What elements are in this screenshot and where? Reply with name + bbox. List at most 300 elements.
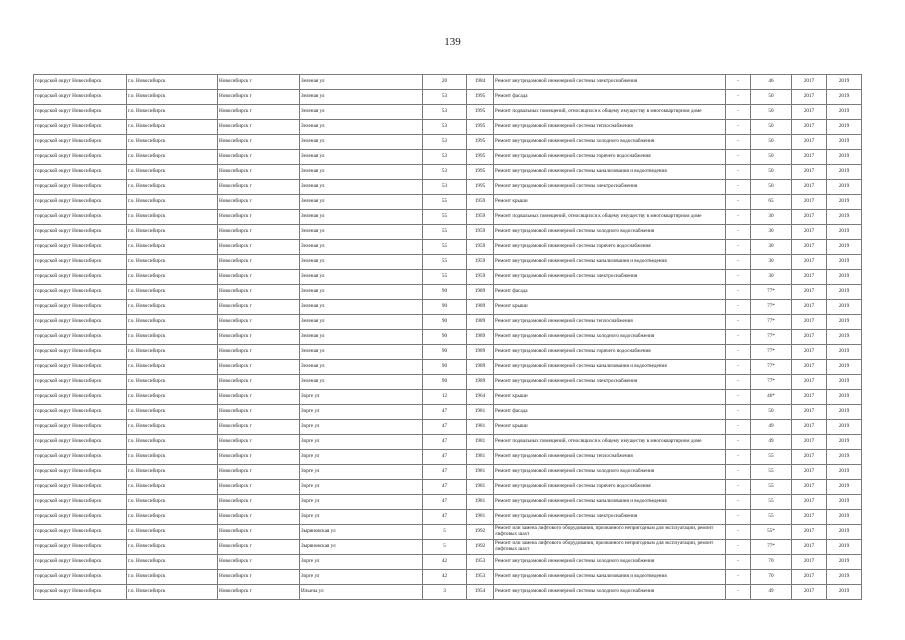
district-cell: городской округ Новосибирск bbox=[34, 225, 127, 240]
start-year-cell: 2017 bbox=[792, 315, 827, 330]
cost-cell: 50 bbox=[751, 150, 792, 165]
district-cell: городской округ Новосибирск bbox=[34, 360, 127, 375]
table-row bbox=[34, 285, 862, 300]
end-year-cell: 2019 bbox=[827, 540, 862, 555]
municipality-cell: г.о. Новосибирск bbox=[127, 375, 218, 390]
house-cell: 53 bbox=[423, 165, 467, 180]
year-cell: 1995 bbox=[467, 165, 494, 180]
house-cell: 55 bbox=[423, 270, 467, 285]
cost-cell: 77* bbox=[751, 285, 792, 300]
district-cell: городской округ Новосибирск bbox=[34, 555, 127, 570]
house-cell: 90 bbox=[423, 330, 467, 345]
cost-cell: 55 bbox=[751, 510, 792, 525]
city-cell: Новосибирск г bbox=[218, 300, 300, 315]
year-cell: 1959 bbox=[467, 210, 494, 225]
table-row bbox=[34, 540, 862, 555]
house-cell: 90 bbox=[423, 360, 467, 375]
city-cell: Новосибирск г bbox=[218, 510, 300, 525]
work-type-cell: Ремонт внутридомовой инженерной системы теплоснабжения bbox=[494, 120, 726, 135]
year-cell: 1954 bbox=[467, 585, 494, 600]
table-row bbox=[34, 495, 862, 510]
blank-cell: - bbox=[726, 510, 751, 525]
cost-cell: 55 bbox=[751, 465, 792, 480]
blank-cell: - bbox=[726, 420, 751, 435]
street-cell: Зеленая ул bbox=[300, 105, 423, 120]
house-cell: 55 bbox=[423, 225, 467, 240]
street-cell: Ильича ул bbox=[300, 585, 423, 600]
blank-cell: - bbox=[726, 90, 751, 105]
work-type-cell: Ремонт внутридомовой инженерной системы холодного водоснабжения bbox=[494, 135, 726, 150]
cost-cell: 77* bbox=[751, 330, 792, 345]
start-year-cell: 2017 bbox=[792, 525, 827, 540]
start-year-cell: 2017 bbox=[792, 285, 827, 300]
table-row bbox=[34, 300, 862, 315]
municipality-cell: г.о. Новосибирск bbox=[127, 570, 218, 585]
end-year-cell: 2019 bbox=[827, 105, 862, 120]
district-cell: городской округ Новосибирск bbox=[34, 255, 127, 270]
table-row bbox=[34, 510, 862, 525]
end-year-cell: 2019 bbox=[827, 465, 862, 480]
house-cell: 53 bbox=[423, 90, 467, 105]
cost-cell: 70 bbox=[751, 555, 792, 570]
city-cell: Новосибирск г bbox=[218, 150, 300, 165]
cost-cell: 30 bbox=[751, 240, 792, 255]
house-cell: 90 bbox=[423, 315, 467, 330]
table-row bbox=[34, 405, 862, 420]
municipality-cell: г.о. Новосибирск bbox=[127, 195, 218, 210]
cost-cell: 77* bbox=[751, 315, 792, 330]
city-cell: Новосибирск г bbox=[218, 75, 300, 90]
street-cell: Зорге ул bbox=[300, 435, 423, 450]
start-year-cell: 2017 bbox=[792, 225, 827, 240]
district-cell: городской округ Новосибирск bbox=[34, 330, 127, 345]
start-year-cell: 2017 bbox=[792, 330, 827, 345]
work-type-cell: Ремонт подвальных помещений, относящихся к общему имуществу в многоквартирном доме bbox=[494, 105, 726, 120]
blank-cell: - bbox=[726, 480, 751, 495]
street-cell: Зорге ул bbox=[300, 450, 423, 465]
end-year-cell: 2019 bbox=[827, 120, 862, 135]
blank-cell: - bbox=[726, 240, 751, 255]
city-cell: Новосибирск г bbox=[218, 240, 300, 255]
cost-cell: 49 bbox=[751, 420, 792, 435]
end-year-cell: 2019 bbox=[827, 300, 862, 315]
house-cell: 47 bbox=[423, 510, 467, 525]
district-cell: городской округ Новосибирск bbox=[34, 165, 127, 180]
district-cell: городской округ Новосибирск bbox=[34, 120, 127, 135]
city-cell: Новосибирск г bbox=[218, 225, 300, 240]
district-cell: городской округ Новосибирск bbox=[34, 420, 127, 435]
street-cell: Зыряновская ул bbox=[300, 540, 423, 555]
start-year-cell: 2017 bbox=[792, 435, 827, 450]
municipality-cell: г.о. Новосибирск bbox=[127, 285, 218, 300]
table-row bbox=[34, 225, 862, 240]
cost-cell: 55 bbox=[751, 495, 792, 510]
district-cell: городской округ Новосибирск bbox=[34, 270, 127, 285]
table-row bbox=[34, 240, 862, 255]
end-year-cell: 2019 bbox=[827, 195, 862, 210]
work-type-cell: Ремонт внутридомовой инженерной системы канализования и водоотведения bbox=[494, 360, 726, 375]
start-year-cell: 2017 bbox=[792, 75, 827, 90]
city-cell: Новосибирск г bbox=[218, 390, 300, 405]
municipality-cell: г.о. Новосибирск bbox=[127, 450, 218, 465]
table-row bbox=[34, 390, 862, 405]
city-cell: Новосибирск г bbox=[218, 210, 300, 225]
cost-cell: 77* bbox=[751, 300, 792, 315]
end-year-cell: 2019 bbox=[827, 285, 862, 300]
work-type-cell: Ремонт фасада bbox=[494, 90, 726, 105]
blank-cell: - bbox=[726, 150, 751, 165]
district-cell: городской округ Новосибирск bbox=[34, 210, 127, 225]
municipality-cell: г.о. Новосибирск bbox=[127, 480, 218, 495]
end-year-cell: 2019 bbox=[827, 435, 862, 450]
street-cell: Зеленая ул bbox=[300, 150, 423, 165]
blank-cell: - bbox=[726, 255, 751, 270]
end-year-cell: 2019 bbox=[827, 525, 862, 540]
district-cell: городской округ Новосибирск bbox=[34, 240, 127, 255]
blank-cell: - bbox=[726, 300, 751, 315]
blank-cell: - bbox=[726, 75, 751, 90]
municipality-cell: г.о. Новосибирск bbox=[127, 150, 218, 165]
house-cell: 47 bbox=[423, 420, 467, 435]
district-cell: городской округ Новосибирск bbox=[34, 285, 127, 300]
work-type-cell: Ремонт фасада bbox=[494, 405, 726, 420]
city-cell: Новосибирск г bbox=[218, 435, 300, 450]
table-row bbox=[34, 360, 862, 375]
district-cell: городской округ Новосибирск bbox=[34, 375, 127, 390]
district-cell: городской округ Новосибирск bbox=[34, 345, 127, 360]
blank-cell: - bbox=[726, 540, 751, 555]
start-year-cell: 2017 bbox=[792, 420, 827, 435]
end-year-cell: 2019 bbox=[827, 420, 862, 435]
year-cell: 1981 bbox=[467, 435, 494, 450]
municipality-cell: г.о. Новосибирск bbox=[127, 555, 218, 570]
cost-cell: 30 bbox=[751, 225, 792, 240]
table-row bbox=[34, 195, 862, 210]
blank-cell: - bbox=[726, 120, 751, 135]
street-cell: Зеленая ул bbox=[300, 120, 423, 135]
end-year-cell: 2019 bbox=[827, 270, 862, 285]
district-cell: городской округ Новосибирск bbox=[34, 90, 127, 105]
house-cell: 5 bbox=[423, 540, 467, 555]
year-cell: 1995 bbox=[467, 135, 494, 150]
street-cell: Зеленая ул bbox=[300, 375, 423, 390]
year-cell: 1989 bbox=[467, 360, 494, 375]
end-year-cell: 2019 bbox=[827, 405, 862, 420]
city-cell: Новосибирск г bbox=[218, 315, 300, 330]
street-cell: Зеленая ул bbox=[300, 315, 423, 330]
work-type-cell: Ремонт внутридомовой инженерной системы холодного водоснабжения bbox=[494, 225, 726, 240]
work-type-cell: Ремонт крыши bbox=[494, 420, 726, 435]
blank-cell: - bbox=[726, 210, 751, 225]
district-cell: городской округ Новосибирск bbox=[34, 435, 127, 450]
start-year-cell: 2017 bbox=[792, 540, 827, 555]
table-row bbox=[34, 465, 862, 480]
city-cell: Новосибирск г bbox=[218, 195, 300, 210]
table-body bbox=[34, 75, 862, 600]
start-year-cell: 2017 bbox=[792, 210, 827, 225]
year-cell: 1959 bbox=[467, 270, 494, 285]
start-year-cell: 2017 bbox=[792, 495, 827, 510]
street-cell: Зеленая ул bbox=[300, 225, 423, 240]
table-row bbox=[34, 585, 862, 600]
table-row bbox=[34, 210, 862, 225]
end-year-cell: 2019 bbox=[827, 255, 862, 270]
repair-schedule-table bbox=[33, 74, 862, 600]
work-type-cell: Ремонт внутридомовой инженерной системы холодного водоснабжения bbox=[494, 330, 726, 345]
blank-cell: - bbox=[726, 270, 751, 285]
work-type-cell: Ремонт внутридомовой инженерной системы канализования и водоотведения bbox=[494, 570, 726, 585]
year-cell: 1953 bbox=[467, 570, 494, 585]
house-cell: 55 bbox=[423, 195, 467, 210]
work-type-cell: Ремонт или замена лифтового оборудования, признанного непригодным для эксплуатации, ремонт лифтовых шахт bbox=[494, 540, 726, 555]
work-type-cell: Ремонт внутридомовой инженерной системы холодного водоснабжения bbox=[494, 465, 726, 480]
start-year-cell: 2017 bbox=[792, 165, 827, 180]
end-year-cell: 2019 bbox=[827, 450, 862, 465]
blank-cell: - bbox=[726, 525, 751, 540]
municipality-cell: г.о. Новосибирск bbox=[127, 360, 218, 375]
cost-cell: 50 bbox=[751, 120, 792, 135]
house-cell: 53 bbox=[423, 105, 467, 120]
district-cell: городской округ Новосибирск bbox=[34, 570, 127, 585]
year-cell: 1989 bbox=[467, 300, 494, 315]
year-cell: 1981 bbox=[467, 480, 494, 495]
work-type-cell: Ремонт внутридомовой инженерной системы канализования и водоотведения bbox=[494, 255, 726, 270]
district-cell: городской округ Новосибирск bbox=[34, 510, 127, 525]
year-cell: 1953 bbox=[467, 555, 494, 570]
cost-cell: 50 bbox=[751, 405, 792, 420]
work-type-cell: Ремонт внутридомовой инженерной системы электроснабжения bbox=[494, 375, 726, 390]
year-cell: 1981 bbox=[467, 450, 494, 465]
street-cell: Зорге ул bbox=[300, 555, 423, 570]
blank-cell: - bbox=[726, 435, 751, 450]
start-year-cell: 2017 bbox=[792, 195, 827, 210]
year-cell: 1981 bbox=[467, 495, 494, 510]
work-type-cell: Ремонт внутридомовой инженерной системы горячего водоснабжения bbox=[494, 150, 726, 165]
municipality-cell: г.о. Новосибирск bbox=[127, 225, 218, 240]
blank-cell: - bbox=[726, 360, 751, 375]
city-cell: Новосибирск г bbox=[218, 105, 300, 120]
house-cell: 5 bbox=[423, 525, 467, 540]
year-cell: 1989 bbox=[467, 315, 494, 330]
municipality-cell: г.о. Новосибирск bbox=[127, 495, 218, 510]
work-type-cell: Ремонт фасада bbox=[494, 285, 726, 300]
work-type-cell: Ремонт внутридомовой инженерной системы горячего водоснабжения bbox=[494, 240, 726, 255]
table-row bbox=[34, 90, 862, 105]
blank-cell: - bbox=[726, 345, 751, 360]
cost-cell: 49 bbox=[751, 585, 792, 600]
street-cell: Зорге ул bbox=[300, 495, 423, 510]
end-year-cell: 2019 bbox=[827, 345, 862, 360]
municipality-cell: г.о. Новосибирск bbox=[127, 405, 218, 420]
blank-cell: - bbox=[726, 165, 751, 180]
end-year-cell: 2019 bbox=[827, 315, 862, 330]
start-year-cell: 2017 bbox=[792, 360, 827, 375]
blank-cell: - bbox=[726, 570, 751, 585]
street-cell: Зорге ул bbox=[300, 465, 423, 480]
start-year-cell: 2017 bbox=[792, 270, 827, 285]
table-row bbox=[34, 435, 862, 450]
end-year-cell: 2019 bbox=[827, 135, 862, 150]
cost-cell: 55 bbox=[751, 450, 792, 465]
city-cell: Новосибирск г bbox=[218, 375, 300, 390]
year-cell: 1989 bbox=[467, 285, 494, 300]
year-cell: 1981 bbox=[467, 405, 494, 420]
table-row bbox=[34, 315, 862, 330]
work-type-cell: Ремонт внутридомовой инженерной системы канализования и водоотведения bbox=[494, 165, 726, 180]
cost-cell: 65 bbox=[751, 195, 792, 210]
end-year-cell: 2019 bbox=[827, 225, 862, 240]
work-type-cell: Ремонт подвальных помещений, относящихся к общему имуществу в многоквартирном доме bbox=[494, 435, 726, 450]
start-year-cell: 2017 bbox=[792, 150, 827, 165]
cost-cell: 77* bbox=[751, 375, 792, 390]
start-year-cell: 2017 bbox=[792, 480, 827, 495]
work-type-cell: Ремонт или замена лифтового оборудования, признанного непригодным для эксплуатации, ремонт лифтовых шахт bbox=[494, 525, 726, 540]
house-cell: 55 bbox=[423, 210, 467, 225]
end-year-cell: 2019 bbox=[827, 165, 862, 180]
municipality-cell: г.о. Новосибирск bbox=[127, 255, 218, 270]
start-year-cell: 2017 bbox=[792, 570, 827, 585]
city-cell: Новосибирск г bbox=[218, 120, 300, 135]
start-year-cell: 2017 bbox=[792, 555, 827, 570]
house-cell: 3 bbox=[423, 585, 467, 600]
blank-cell: - bbox=[726, 405, 751, 420]
city-cell: Новосибирск г bbox=[218, 330, 300, 345]
end-year-cell: 2019 bbox=[827, 330, 862, 345]
year-cell: 1989 bbox=[467, 330, 494, 345]
district-cell: городской округ Новосибирск bbox=[34, 75, 127, 90]
municipality-cell: г.о. Новосибирск bbox=[127, 435, 218, 450]
start-year-cell: 2017 bbox=[792, 405, 827, 420]
year-cell: 1995 bbox=[467, 105, 494, 120]
blank-cell: - bbox=[726, 555, 751, 570]
work-type-cell: Ремонт внутридомовой инженерной системы холодного водоснабжения bbox=[494, 585, 726, 600]
house-cell: 42 bbox=[423, 570, 467, 585]
municipality-cell: г.о. Новосибирск bbox=[127, 345, 218, 360]
street-cell: Зеленая ул bbox=[300, 165, 423, 180]
district-cell: городской округ Новосибирск bbox=[34, 585, 127, 600]
year-cell: 1989 bbox=[467, 375, 494, 390]
end-year-cell: 2019 bbox=[827, 180, 862, 195]
cost-cell: 77* bbox=[751, 360, 792, 375]
municipality-cell: г.о. Новосибирск bbox=[127, 540, 218, 555]
street-cell: Зеленая ул bbox=[300, 180, 423, 195]
city-cell: Новосибирск г bbox=[218, 450, 300, 465]
blank-cell: - bbox=[726, 285, 751, 300]
district-cell: городской округ Новосибирск bbox=[34, 495, 127, 510]
table-row bbox=[34, 105, 862, 120]
table-row bbox=[34, 330, 862, 345]
house-cell: 55 bbox=[423, 255, 467, 270]
year-cell: 1995 bbox=[467, 180, 494, 195]
district-cell: городской округ Новосибирск bbox=[34, 540, 127, 555]
municipality-cell: г.о. Новосибирск bbox=[127, 465, 218, 480]
work-type-cell: Ремонт крыши bbox=[494, 195, 726, 210]
municipality-cell: г.о. Новосибирск bbox=[127, 210, 218, 225]
work-type-cell: Ремонт внутридомовой инженерной системы канализования и водоотведения bbox=[494, 495, 726, 510]
page-number: 139 bbox=[444, 36, 461, 48]
district-cell: городской округ Новосибирск bbox=[34, 300, 127, 315]
city-cell: Новосибирск г bbox=[218, 495, 300, 510]
municipality-cell: г.о. Новосибирск bbox=[127, 240, 218, 255]
cost-cell: 50 bbox=[751, 90, 792, 105]
table-row bbox=[34, 270, 862, 285]
municipality-cell: г.о. Новосибирск bbox=[127, 300, 218, 315]
table-row bbox=[34, 480, 862, 495]
year-cell: 1992 bbox=[467, 525, 494, 540]
street-cell: Зеленая ул bbox=[300, 135, 423, 150]
street-cell: Зеленая ул bbox=[300, 330, 423, 345]
street-cell: Зеленая ул bbox=[300, 75, 423, 90]
district-cell: городской округ Новосибирск bbox=[34, 105, 127, 120]
table-row bbox=[34, 555, 862, 570]
street-cell: Зеленая ул bbox=[300, 300, 423, 315]
cost-cell: 55 bbox=[751, 480, 792, 495]
house-cell: 90 bbox=[423, 375, 467, 390]
district-cell: городской округ Новосибирск bbox=[34, 150, 127, 165]
house-cell: 90 bbox=[423, 345, 467, 360]
house-cell: 47 bbox=[423, 435, 467, 450]
cost-cell: 77* bbox=[751, 345, 792, 360]
street-cell: Зеленая ул bbox=[300, 255, 423, 270]
year-cell: 1981 bbox=[467, 465, 494, 480]
cost-cell: 30 bbox=[751, 270, 792, 285]
cost-cell: 50 bbox=[751, 135, 792, 150]
start-year-cell: 2017 bbox=[792, 465, 827, 480]
table-row bbox=[34, 150, 862, 165]
work-type-cell: Ремонт внутридомовой инженерной системы электроснабжения bbox=[494, 75, 726, 90]
district-cell: городской округ Новосибирск bbox=[34, 450, 127, 465]
end-year-cell: 2019 bbox=[827, 570, 862, 585]
street-cell: Зорге ул bbox=[300, 510, 423, 525]
year-cell: 1984 bbox=[467, 75, 494, 90]
end-year-cell: 2019 bbox=[827, 375, 862, 390]
end-year-cell: 2019 bbox=[827, 75, 862, 90]
house-cell: 53 bbox=[423, 120, 467, 135]
municipality-cell: г.о. Новосибирск bbox=[127, 165, 218, 180]
year-cell: 1981 bbox=[467, 510, 494, 525]
city-cell: Новосибирск г bbox=[218, 255, 300, 270]
work-type-cell: Ремонт крыши bbox=[494, 390, 726, 405]
start-year-cell: 2017 bbox=[792, 105, 827, 120]
work-type-cell: Ремонт подвальных помещений, относящихся к общему имуществу в многоквартирном доме bbox=[494, 210, 726, 225]
city-cell: Новосибирск г bbox=[218, 360, 300, 375]
district-cell: городской округ Новосибирск bbox=[34, 480, 127, 495]
start-year-cell: 2017 bbox=[792, 300, 827, 315]
district-cell: городской округ Новосибирск bbox=[34, 390, 127, 405]
house-cell: 47 bbox=[423, 495, 467, 510]
house-cell: 47 bbox=[423, 480, 467, 495]
street-cell: Зеленая ул bbox=[300, 240, 423, 255]
city-cell: Новосибирск г bbox=[218, 165, 300, 180]
municipality-cell: г.о. Новосибирск bbox=[127, 75, 218, 90]
district-cell: городской округ Новосибирск bbox=[34, 195, 127, 210]
blank-cell: - bbox=[726, 465, 751, 480]
table-row bbox=[34, 135, 862, 150]
blank-cell: - bbox=[726, 135, 751, 150]
city-cell: Новосибирск г bbox=[218, 525, 300, 540]
cost-cell: 46 bbox=[751, 75, 792, 90]
start-year-cell: 2017 bbox=[792, 180, 827, 195]
municipality-cell: г.о. Новосибирск bbox=[127, 585, 218, 600]
start-year-cell: 2017 bbox=[792, 450, 827, 465]
street-cell: Зорге ул bbox=[300, 480, 423, 495]
work-type-cell: Ремонт внутридомовой инженерной системы теплоснабжения bbox=[494, 450, 726, 465]
cost-cell: 49 bbox=[751, 435, 792, 450]
street-cell: Зеленая ул bbox=[300, 345, 423, 360]
district-cell: городской округ Новосибирск bbox=[34, 405, 127, 420]
city-cell: Новосибирск г bbox=[218, 345, 300, 360]
city-cell: Новосибирск г bbox=[218, 570, 300, 585]
